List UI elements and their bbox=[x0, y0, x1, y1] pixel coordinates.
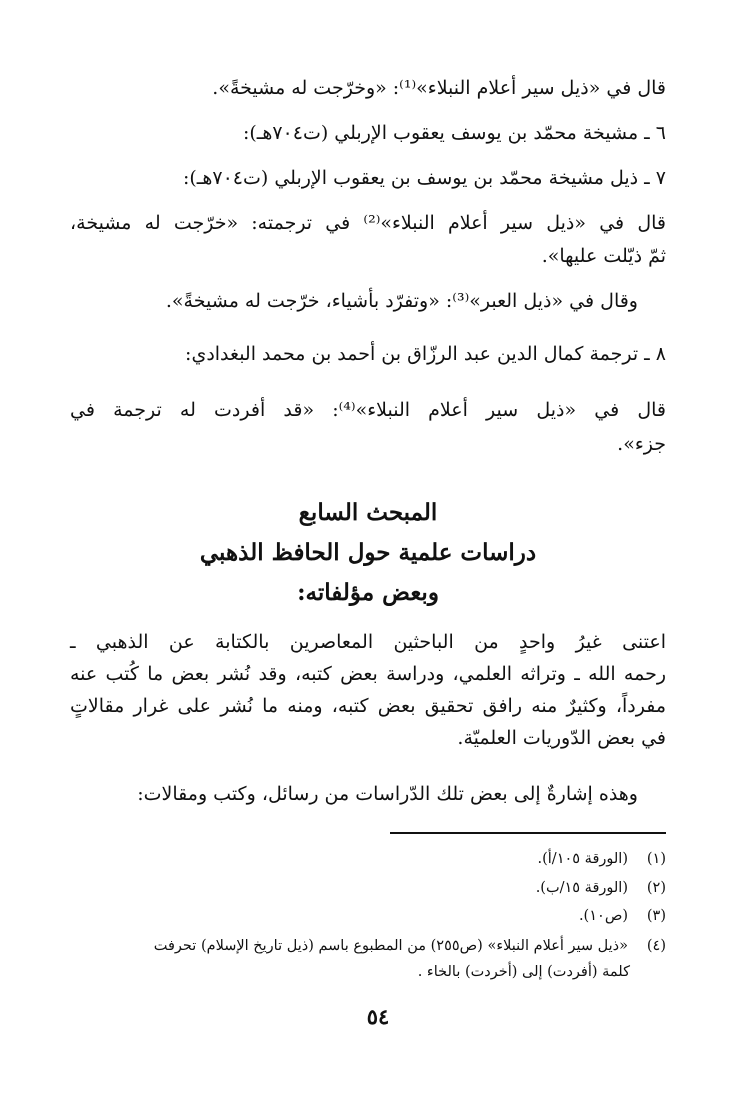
section-number: المبحث السابع bbox=[298, 499, 438, 526]
text-line: قال في «ذيل سير أعلام النبلاء»⁽¹⁾: «وخرّجت له مشيخةً». bbox=[212, 77, 666, 99]
page-number: ٥٤ bbox=[366, 1004, 390, 1029]
text-line: ثمّ ذيّلت عليها». bbox=[541, 245, 666, 267]
text-line: جزء». bbox=[617, 433, 666, 455]
footnote-number: (٤) bbox=[646, 938, 666, 954]
footnote-text: «ذيل سير أعلام النبلاء» (ص٢٥٥) من المطبوع باسم (ذيل تاريخ الإسلام) تحرفت bbox=[153, 938, 628, 954]
list-item-8: ٨ ـ ترجمة كمال الدين عبد الرزّاق بن أحمد بن محمد البغدادي: bbox=[185, 343, 666, 365]
paragraph-line: اعتنى غيرُ واحدٍ من الباحثين المعاصرين بالكتابة عن الذهبي ـ bbox=[70, 631, 666, 653]
text-line: وقال في «ذيل العبر»⁽³⁾: «وتفرّد بأشياء، خرّجت له مشيخةً». bbox=[165, 290, 638, 312]
footnote-2 bbox=[70, 878, 666, 898]
list-item-7: ٧ ـ ذيل مشيخة محمّد بن يوسف بن يعقوب الإربلي (ت٧٠٤هـ): bbox=[182, 167, 666, 189]
footnote-4 bbox=[70, 936, 666, 956]
section-subtitle: وبعض مؤلفاته: bbox=[297, 579, 439, 606]
section-title: دراسات علمية حول الحافظ الذهبي bbox=[199, 539, 537, 566]
footnote-number: (١) bbox=[646, 851, 666, 867]
footnote-4-continuation: كلمة (أفردت) إلى (أخردت) بالخاء . bbox=[417, 964, 630, 980]
footnote-1 bbox=[70, 849, 666, 869]
paragraph-line: مفرداً، وكثيرٌ منه رافق تحقيق بعض كتبه، ومنه ما نُشر على غرار مقالاتٍ bbox=[70, 695, 666, 717]
footnote-number: (٣) bbox=[646, 908, 666, 924]
footnote-text: (ص١٠). bbox=[578, 908, 628, 924]
footnote-number: (٢) bbox=[646, 880, 666, 896]
list-item-6: ٦ ـ مشيخة محمّد بن يوسف يعقوب الإربلي (ت٧٠٤هـ): bbox=[242, 122, 666, 144]
footnote-text: (الورقة ١٥/ب). bbox=[535, 880, 628, 896]
footnote-text: (الورقة ١٠٥/أ). bbox=[537, 851, 628, 867]
paragraph-line: وهذه إشارةٌ إلى بعض تلك الدّراسات من رسائل، وكتب ومقالات: bbox=[137, 783, 638, 805]
footnote-divider bbox=[390, 832, 666, 834]
text-line: قال في «ذيل سير أعلام النبلاء»⁽⁴⁾: «قد أفردت له ترجمة في bbox=[70, 399, 666, 421]
paragraph-line: رحمه الله ـ وتراثه العلمي، ودراسة بعض كتبه، وقد نُشر بعض ما كُتب عنه bbox=[70, 663, 666, 685]
text-line: قال في «ذيل سير أعلام النبلاء»⁽²⁾ في ترجمته: «خرّجت له مشيخة، bbox=[70, 212, 666, 234]
paragraph-line: في بعض الدّوريات العلميّة. bbox=[457, 727, 666, 749]
footnote-3 bbox=[70, 906, 666, 926]
